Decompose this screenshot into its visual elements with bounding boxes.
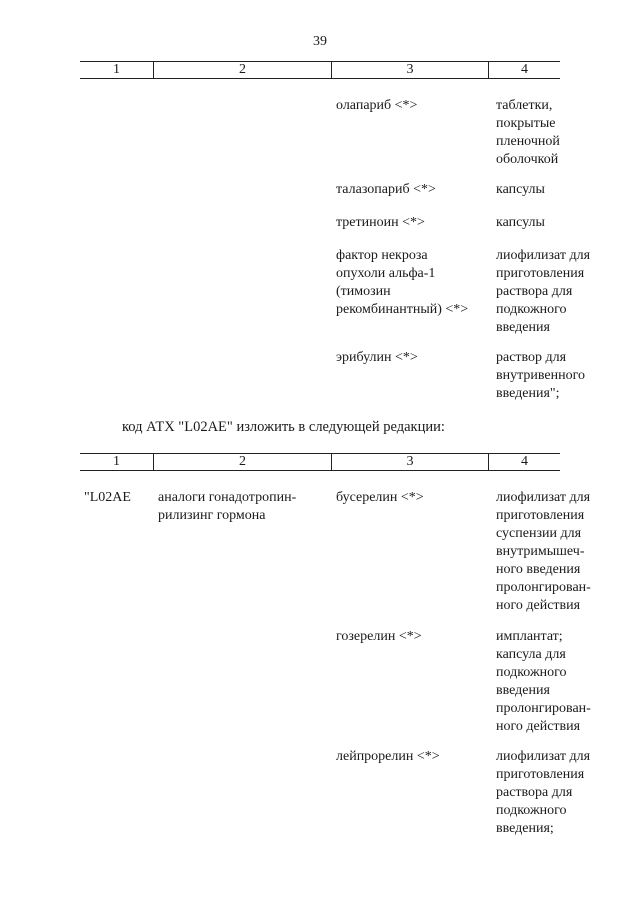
- table1-row3-drug: третиноин <*>: [336, 215, 425, 230]
- table2-row2-form: имплантат; капсула для подкожного введения пролонгирован- ного действия: [496, 629, 591, 734]
- table1-row4-form: лиофилизат для приготовления раствора для подкожного введения: [496, 248, 591, 335]
- table2-header-col2: 2: [153, 454, 331, 470]
- table2-header-col3: 3: [331, 454, 488, 470]
- table2-header: [80, 453, 560, 471]
- table1-row2-drug: талазопариб <*>: [336, 182, 436, 197]
- table1-row5-drug: эрибулин <*>: [336, 350, 418, 365]
- table1-header-col4: 4: [488, 62, 560, 78]
- table2-row3-form: лиофилизат для приготовления раствора для подкожного введения;: [496, 749, 591, 836]
- table2-header-col1: 1: [113, 454, 120, 469]
- table1-header-col2: 2: [153, 62, 331, 78]
- table2-row1-form: лиофилизат для приготовления суспензии для внутримышеч- ного введения пролонгирован- ного действия: [496, 490, 591, 613]
- table1-row5-form: раствор для внутривенного введения";: [496, 350, 586, 401]
- table1-row1-form: таблетки, покрытые пленочной оболочкой: [496, 98, 560, 167]
- table2-group-name: аналоги гонадотропин- рилизинг гормона: [158, 490, 297, 523]
- table2-row2-drug: гозерелин <*>: [336, 629, 422, 644]
- instruction-text: код АТХ "L02AE" изложить в следующей редакции:: [122, 419, 445, 435]
- table2-row3-drug: лейпрорелин <*>: [336, 749, 440, 764]
- table1-row3-form: капсулы: [496, 215, 545, 230]
- table1-row1-drug: олапариб <*>: [336, 98, 418, 113]
- page-number: 39: [313, 34, 327, 49]
- table1-header-col1: 1: [113, 62, 120, 77]
- table2-row1-drug: бусерелин <*>: [336, 490, 424, 505]
- table1-row2-form: капсулы: [496, 182, 545, 197]
- table2-header-col4: 4: [488, 454, 560, 470]
- table2-atc-code: "L02AE: [84, 490, 131, 505]
- table1-header-col3: 3: [331, 62, 488, 78]
- table1-header: [80, 61, 560, 79]
- table1-row4-drug: фактор некроза опухоли альфа-1 (тимозин рекомбинантный) <*>: [336, 248, 469, 317]
